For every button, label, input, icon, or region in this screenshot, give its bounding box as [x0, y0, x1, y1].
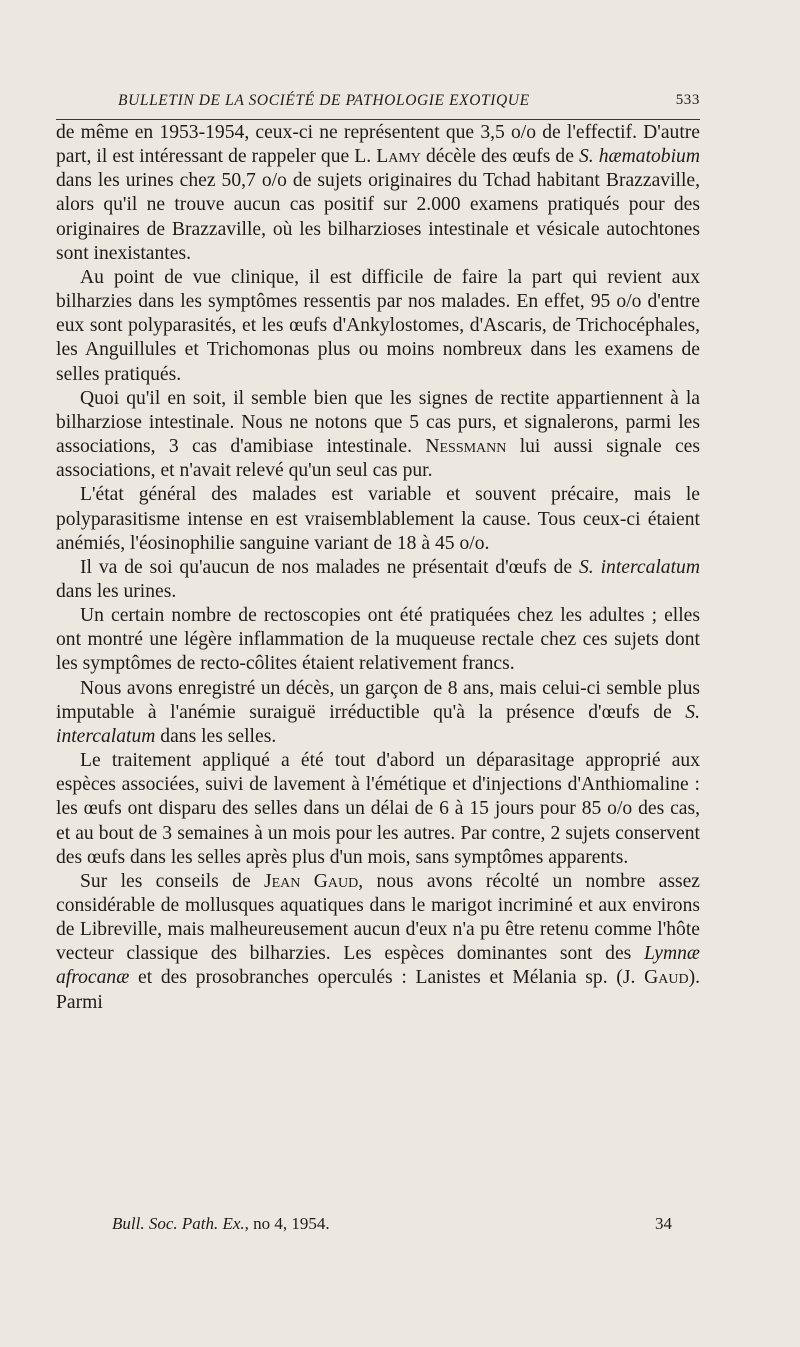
signature-mark: 34: [655, 1214, 672, 1233]
paragraph: L'état général des malades est variable et souvent précaire, mais le polyparasitisme intense en est vraisemblablement la cause. Tous ceux-ci étaient anémiés, l'éosinophilie sanguine variant de 18 à 45 o/o.: [56, 484, 700, 554]
body-text: [56, 121, 700, 1015]
author-name: Lamy: [376, 146, 421, 168]
italic-term: S. intercalatum: [579, 556, 700, 578]
italic-term: S. intercalatum: [56, 701, 700, 747]
paragraph: Sur les conseils de Jean Gaud, nous avons récolté un nombre assez considérable de mollusques aquatiques dans le marigot incriminé et aux environs de Libreville, mais malheureusement aucun d'eux n'a pu être retenu comme l'hôte vecteur classique des bilharzies. Les espèces dominantes sont des Lymnæ afrocanæ et des prosobranches operculés : Lanistes et Mélania sp. (J. Gaud). Parmi: [56, 870, 700, 1013]
author-name: Nessmann: [425, 436, 507, 458]
page-footer: [112, 1214, 672, 1240]
paragraph: Au point de vue clinique, il est difficile de faire la part qui revient aux bilharzies dans les symptômes ressentis par nos malades. En effet, 95 o/o d'entre eux sont polyparasités, et les œufs d'Ankylostomes, d'Ascaris, de Trichocéphales, les Anguillules et Trichomonas plus ou moins nombreux dans les examens de selles pratiqués.: [56, 266, 700, 385]
footer-citation: [112, 1214, 330, 1234]
italic-term: S. hæmatobium: [578, 146, 700, 168]
paragraph: Quoi qu'il en soit, il semble bien que les signes de rectite appartiennent à la bilharziose intestinale. Nous ne notons que 5 cas purs, et signalerons, parmi les associations, 3 cas d'amibiase intestinale. Nessmann lui aussi signale ces associations, et n'avait relevé qu'un seul cas pur.: [56, 387, 700, 482]
page-number: 533: [675, 92, 700, 108]
header-rule: [56, 119, 700, 120]
paragraph: Un certain nombre de rectoscopies ont été pratiquées chez les adultes ; elles ont montré une légère inflammation de la muqueuse rectale chez ces sujets dont les symptômes de recto-côlites étaient relativement francs.: [56, 605, 700, 675]
paragraph: de même en 1953-1954, ceux-ci ne représentent que 3,5 o/o de l'effectif. D'autre part, il est intéressant de rappeler que L. Lamy décèle des œufs de S. hæmatobium dans les urines chez 50,7 o/o de sujets originaires du Tchad habitant Brazzaville, alors qu'il ne trouve aucun cas positif sur 2.000 examens pratiqués pour des originaires de Brazzaville, où les bilharzioses intestinale et vésicale autochtones sont inexistantes.: [56, 122, 700, 264]
issue-number: no 4, 1954.: [253, 1214, 330, 1233]
running-head: [56, 88, 700, 114]
paragraph: Le traitement appliqué a été tout d'abord un déparasitage approprié aux espèces associées, suivi de lavement à l'émétique et d'injections d'Anthiomaline : les œufs ont disparu des selles dans un délai de 6 à 15 jours pour 85 o/o des cas, et au bout de 3 semaines à un mois pour les autres. Par contre, 2 sujets conservent des œufs dans les selles après plus d'un mois, sans symptômes apparents.: [56, 750, 700, 868]
running-title: BULLETIN DE LA SOCIÉTÉ DE PATHOLOGIE EXOTIQUE: [118, 92, 530, 109]
journal-abbreviation: Bull. Soc. Path. Ex.,: [112, 1214, 249, 1233]
paragraph: Nous avons enregistré un décès, un garçon de 8 ans, mais celui-ci semble plus imputable à l'anémie suraiguë irréductible qu'à la présence d'œufs de S. intercalatum dans les selles.: [56, 677, 700, 747]
paragraph: Il va de soi qu'aucun de nos malades ne présentait d'œufs de S. intercalatum dans les urines.: [56, 556, 700, 602]
author-name: Gaud: [644, 967, 689, 989]
italic-term: Lymnæ afrocanæ: [56, 943, 700, 989]
author-name: Jean Gaud: [263, 870, 359, 892]
